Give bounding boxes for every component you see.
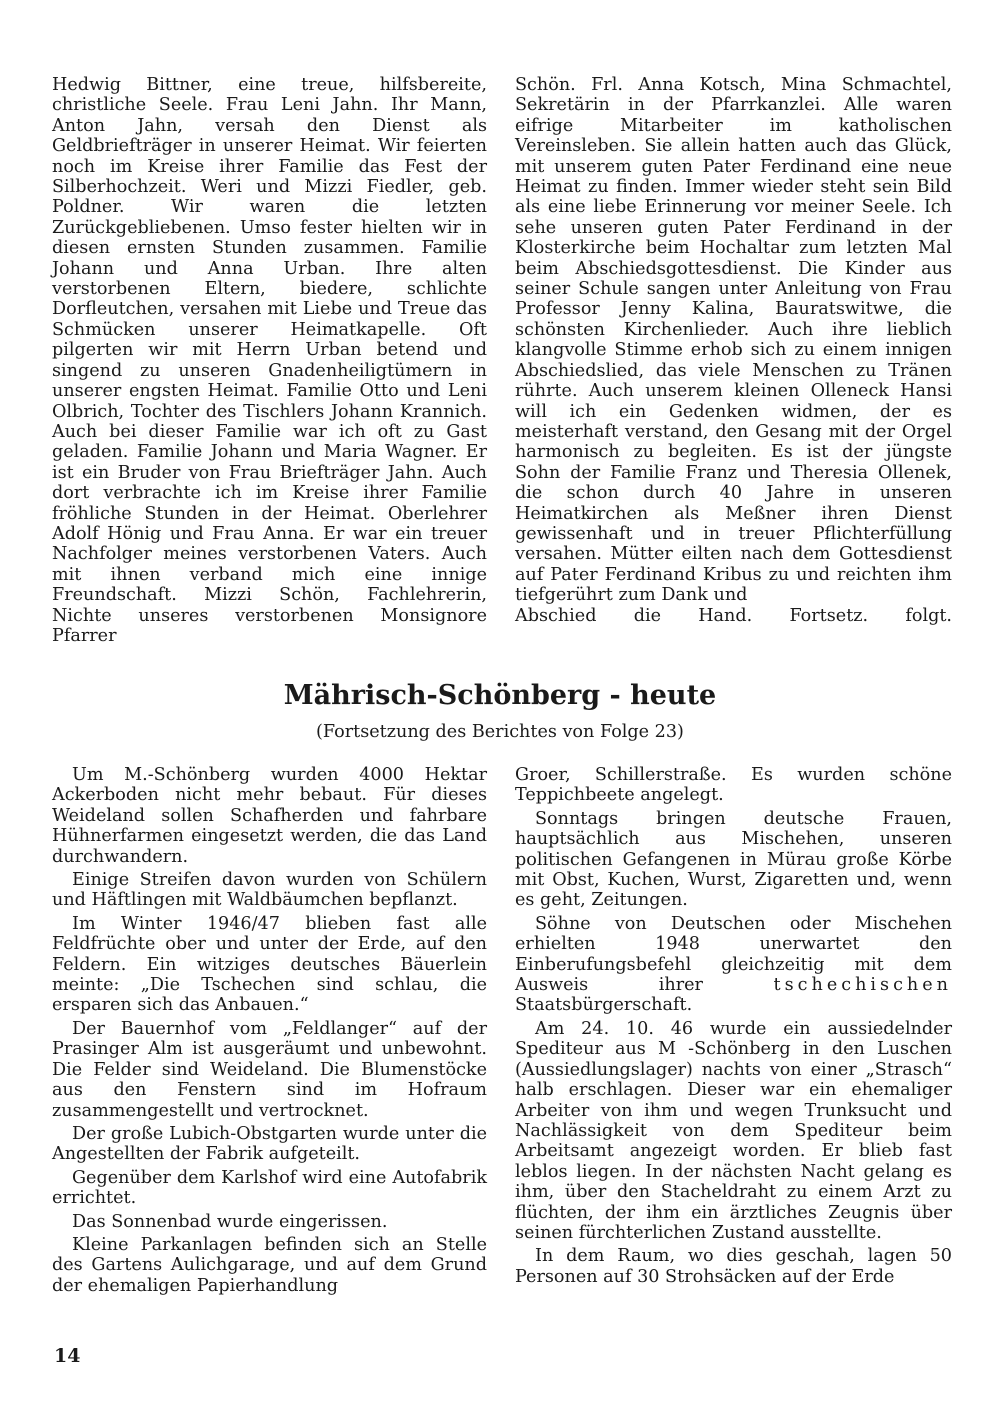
paragraph: Einige Streifen davon wurden von Schülern und Häftlingen mit Waldbäumchen bepflanzt. [52, 870, 487, 911]
article-right-column [515, 765, 952, 1287]
paragraph: Um M.-Schönberg wurden 4000 Hektar Ackerboden nicht mehr bebaut. Für dieses Weideland sollen Schafherden und fahrbare Hühnerfarmen eingesetzt werden, die das Land durchwandern. [52, 765, 487, 867]
paragraph [515, 914, 952, 1016]
paragraph: Sonntags bringen deutsche Frauen, hauptsächlich aus Mischehen, unseren politischen Gefangenen in Mürau große Körbe mit Obst, Kuchen, Wurst, Zigaretten und, wenn es geht, Zeitungen. [515, 808, 952, 911]
paragraph-text: Söhne von Deutschen oder Mischehen erhielten 1948 unerwartet den Einberufungsbefehl gleichzeitig mit dem Ausweis ihrer [515, 913, 952, 996]
closing-line [515, 606, 952, 626]
paragraph: Hedwig Bittner, eine treue, hilfsbereite, christliche Seele. Frau Leni Jahn. Ihr Mann, Anton Jahn, versah den Dienst als Geldbriefträger in unserer Heimat. Wir feierten noch im Kreise ihrer Familie das Fest der Silberhochzeit. Weri und Mizzi Fiedler, geb. Poldner. Wir waren die letzten Zurückgebliebenen. Umso fester hielten wir in diesen ernsten Stunden zusammen. Familie Johann und Anna Urban. Ihre alten verstorbenen Eltern, biedere, schlichte Dorfleutchen, versahen mit Liebe und Treue das Schmücken unserer Heimatkapelle. Oft pilgerten wir mit Herrn Urban betend und singend zu unseren Gnadenheiligtümern in unserer engsten Heimat. Familie Otto und Leni Olbrich, Tochter des Tischlers Johann Krannich. Auch bei dieser Familie war ich oft zu Gast geladen. Familie Johann und Maria Wagner. Er ist ein Bruder von Frau Briefträger Jahn. Auch dort verbrachte ich im Kreise ihrer Familie fröhliche Stunden in der Heimat. Oberlehrer Adolf Hönig und Frau Anna. Er war ein treuer Nachfolger meines verstorbenen Vaters. Auch mit ihnen verband mich eine innige Freundschaft. Mizzi Schön, Fachlehrerin, Nichte unseres verstorbenen Monsignore Pfarrer [52, 75, 487, 646]
paragraph: Kleine Parkanlagen befinden sich an Stelle des Gartens Aulichgarage, und auf dem Grund der ehemaligen Papierhandlung [52, 1234, 487, 1296]
continued-article-right-column [515, 75, 952, 626]
paragraph: Das Sonnenbad wurde eingerissen. [72, 1211, 388, 1232]
article-headline: Mährisch-Schönberg - heute [283, 680, 717, 711]
paragraph: Groer, Schillerstraße. Es wurden schöne Teppichbeete angelegt. [515, 765, 952, 806]
spaced-word: tschechischen [773, 975, 952, 996]
paragraph: Schön. Frl. Anna Kotsch, Mina Schmachtel, Sekretärin in der Pfarrkanzlei. Alle waren eifrige Mitarbeiter im katholischen Vereinsleben. Sie allein hatten auch das Glück, mit unserem guten Pater Ferdinand eine neue Heimat zu finden. Immer wieder steht sein Bild als eine liebe Erinnerung vor meiner Seele. Ich sehe unseren guten Pater Ferdinand in der Klosterkirche beim Hochaltar zum letzten Mal beim Abschiedsgottesdienst. Die Kinder aus seiner Schule sangen unter Anleitung von Frau Professor Jenny Kalina, Bauratswitwe, die schönsten Kirchenlieder. Auch ihre lieblich klangvolle Stimme erhob sich zu einem innigen Abschiedslied, das viele Menschen zu Tränen rührte. Auch unserem kleinen Olleneck Hansi will ich ein Gedenken widmen, der es meisterhaft verstand, den Gesang mit der Orgel harmonisch zu begleiten. Es ist der jüngste Sohn der Familie Franz und Theresia Ollenek, die schon durch 40 Jahre in unseren Heimatkirchen als Meßner ihren Dienst gewissenhaft und in treuer Pflichterfüllung versahen. Mütter eilten nach dem Gottesdienst auf Pater Ferdinand Kribus zu und reichten ihm tiefgerührt zum Dank und [515, 75, 952, 606]
paragraph: Im Winter 1946/47 blieben fast alle Feldfrüchte ober und unter der Erde, auf den Feldern. Ein witziges deutsches Bäuerlein meinte: „Die Tschechen sind schlau, die ersparen sich das Anbauen.“ [52, 913, 487, 1016]
paragraph: In dem Raum, wo dies geschah, lagen 50 Personen auf 30 Strohsäcken auf der Erde [515, 1246, 952, 1287]
paragraph: Am 24. 10. 46 wurde ein aussiedelnder Spediteur aus M -Schönberg in den Luschen (Aussiedlungslager) nachts von einer „Strasch“ halb erschlagen. Dieser war ein ehemaliger Arbeiter von ihm und wegen Trunksucht und Nachlässigkeit von dem Spediteur beim Arbeitsamt angezeigt worden. Er blieb fast leblos liegen. In der nächsten Nacht gelang es ihm, über den Stacheldraht zu einem Arzt zu flüchten, der ihm ein ärztliches Zeugnis über seinen fürchterlichen Zustand ausstellte. [515, 1018, 952, 1243]
article-left-column [52, 765, 487, 1296]
article-subheadline: (Fortsetzung des Berichtes von Folge 23) [316, 722, 684, 742]
paragraph: Der Bauernhof vom „Feldlanger“ auf der Prasinger Alm ist ausgeräumt und unbewohnt. Die Felder sind Weideland. Die Blumenstöcke aus den Fenstern sind im Hofraum zusammengestellt und vertrocknet. [52, 1018, 487, 1121]
page-number: 14 [54, 1345, 81, 1367]
closing-text: Abschied die Hand. [515, 605, 753, 626]
paragraph: Der große Lubich-Obstgarten wurde unter die Angestellten der Fabrik aufgeteilt. [52, 1123, 487, 1165]
paragraph: Gegenüber dem Karlshof wird eine Autofabrik errichtet. [52, 1167, 487, 1209]
paragraph-text: Staatsbürgerschaft. [515, 995, 693, 1016]
continuation-note: Fortsetz. folgt. [789, 605, 952, 626]
continued-article-left-column [52, 75, 487, 646]
